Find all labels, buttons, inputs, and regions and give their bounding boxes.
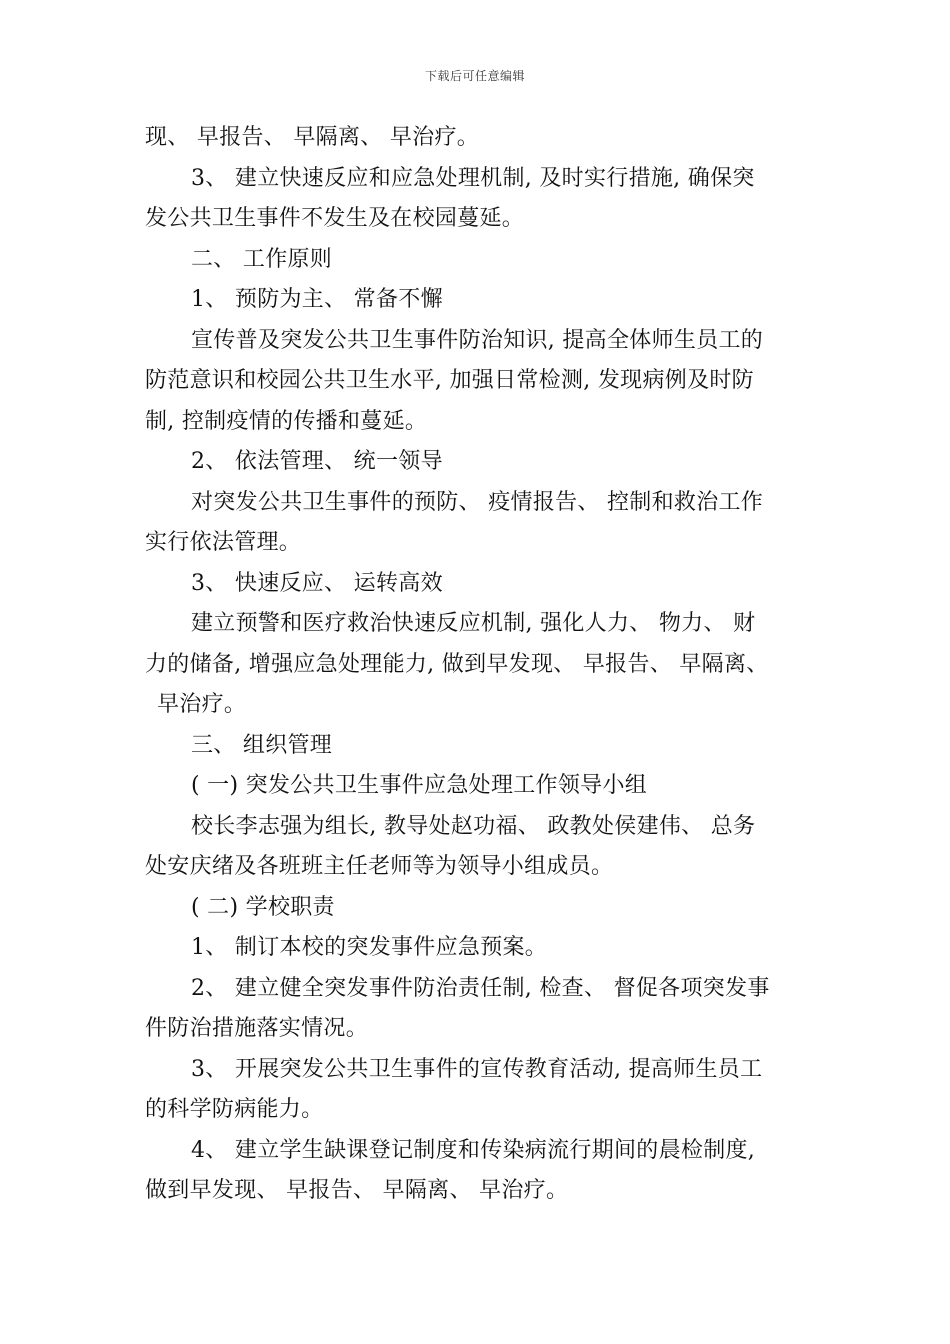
subsection-heading: 3、 快速反应、 运转高效: [191, 570, 443, 596]
list-item: 1、 制订本校的突发事件应急预案。: [191, 935, 548, 960]
section-heading: 二、 工作原则: [191, 246, 333, 272]
text-line: 力的储备, 增强应急处理能力, 做到早发现、 早报告、 早隔离、: [145, 651, 769, 677]
text-line: 对突发公共卫生事件的预防、 疫情报告、 控制和救治工作: [191, 489, 764, 515]
text-line: 发公共卫生事件不发生及在校园蔓延。: [145, 206, 525, 231]
text-line: 现、 早报告、 早隔离、 早治疗。: [145, 125, 480, 150]
text-line: 防范意识和校园公共卫生水平, 加强日常检测, 发现病例及时防: [145, 368, 754, 393]
text-line: 做到早发现、 早报告、 早隔离、 早治疗。: [145, 1178, 569, 1203]
text-line: 3、 建立快速反应和应急处理机制, 及时实行措施, 确保突: [191, 165, 755, 191]
text-line: 建立预警和医疗救治快速反应机制, 强化人力、 物力、 财: [191, 611, 756, 636]
subsection-heading: ( 二) 学校职责: [191, 894, 335, 920]
subsection-heading: 1、 预防为主、 常备不懈: [191, 287, 443, 312]
text-line: 处安庆绪及各班班主任老师等为领导小组成员。: [145, 854, 614, 879]
document-body: [145, 118, 825, 1212]
text-line: 宣传普及突发公共卫生事件防治知识, 提高全体师生员工的: [191, 327, 764, 353]
text-line: 校长李志强为组长, 教导处赵功福、 政教处侯建伟、 总务: [191, 813, 756, 839]
subsection-heading: 2、 依法管理、 统一领导: [191, 449, 443, 474]
text-line: 的科学防病能力。: [145, 1097, 324, 1122]
text-line: 制, 控制疫情的传播和蔓延。: [145, 408, 428, 434]
text-line: 实行依法管理。: [145, 530, 302, 555]
text-line: 早治疗。: [157, 692, 247, 717]
header-note: 下载后可任意编辑: [424, 69, 525, 83]
list-item: 4、 建立学生缺课登记制度和传染病流行期间的晨检制度,: [191, 1137, 756, 1163]
list-item: 2、 建立健全突发事件防治责任制, 检查、 督促各项突发事: [191, 975, 770, 1001]
subsection-heading: ( 一) 突发公共卫生事件应急处理工作领导小组: [191, 773, 648, 798]
list-item: 3、 开展突发公共卫生事件的宣传教育活动, 提高师生员工: [191, 1056, 763, 1082]
section-heading: 三、 组织管理: [191, 732, 333, 758]
text-line: 件防治措施落实情况。: [145, 1016, 369, 1041]
